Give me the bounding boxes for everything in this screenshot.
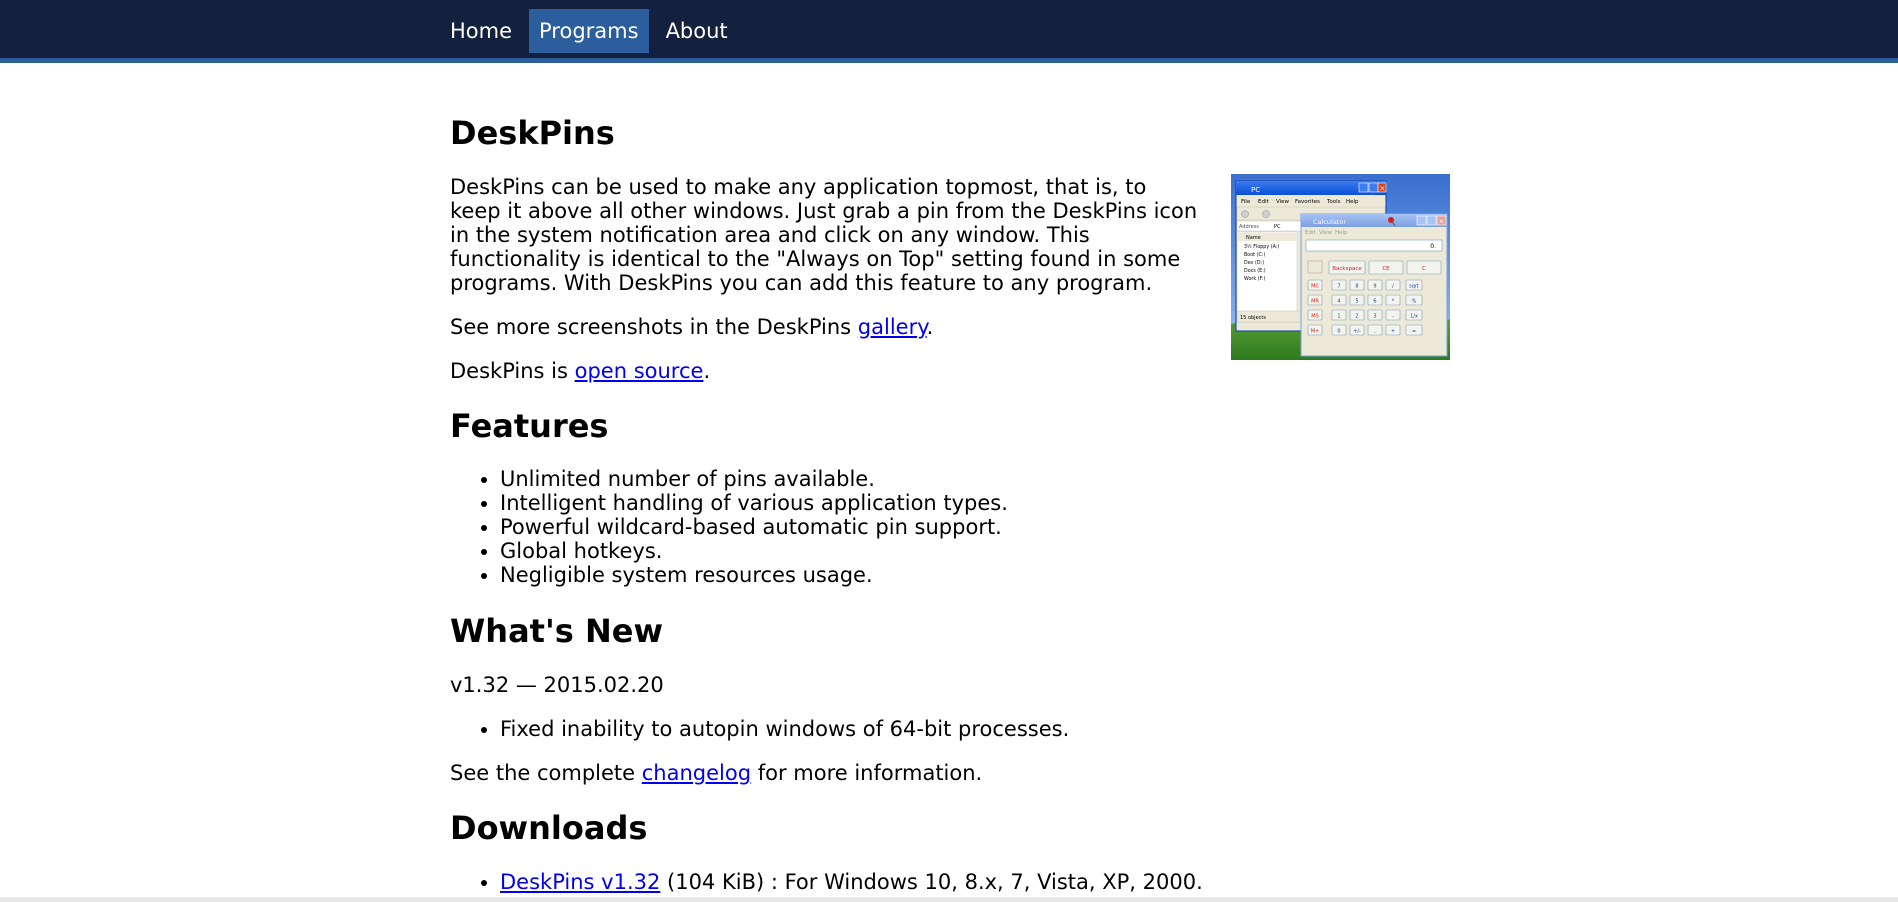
calc-key-label: - — [1392, 313, 1394, 320]
calc-key-label: + — [1390, 328, 1396, 335]
download-detail: (104 KiB) : For Windows 10, 8.x, 7, Vista, XP, 2000. — [660, 870, 1203, 894]
changelog-link[interactable]: changelog — [641, 761, 752, 785]
svg-text:Boot (C:): Boot (C:) — [1244, 253, 1266, 258]
download-link[interactable]: DeskPins v1.32 — [500, 870, 661, 894]
calc-key-label: 2 — [1355, 313, 1359, 320]
gallery-prefix: See more screenshots in the DeskPins — [450, 315, 858, 339]
features-list — [500, 467, 1008, 587]
whats-new-heading: What's New — [450, 612, 663, 650]
svg-text:Address: Address — [1239, 224, 1259, 230]
opensource-prefix: DeskPins is — [450, 359, 575, 383]
svg-text:Name: Name — [1246, 235, 1261, 241]
list-item: • Powerful wildcard-based automatic pin support. — [500, 515, 1008, 539]
top-navigation-bar — [0, 0, 1898, 63]
gallery-link[interactable]: gallery — [857, 315, 927, 339]
calc-key-label: 5 — [1355, 298, 1359, 305]
calc-key-label: 9 — [1373, 283, 1377, 290]
list-item: • Fixed inability to autopin windows of 64-bit processes. — [500, 717, 1069, 741]
svg-text:×: × — [1379, 184, 1386, 193]
changelog-suffix: for more information. — [751, 761, 983, 785]
calc-key-label: MC — [1311, 283, 1319, 290]
calc-key-label: % — [1411, 298, 1417, 305]
nav-home-link[interactable]: Home — [450, 19, 513, 43]
calc-key-label: 8 — [1355, 283, 1359, 290]
svg-text:Edit: Edit — [1305, 230, 1316, 236]
calc-key-label: 3 — [1373, 313, 1377, 320]
calc-key-label: 0 — [1337, 328, 1341, 335]
svg-text:Work (F:): Work (F:) — [1244, 277, 1266, 282]
calc-key-label: = — [1411, 328, 1417, 335]
svg-text:File: File — [1241, 199, 1251, 205]
svg-text:CE: CE — [1382, 266, 1390, 272]
calc-key-label: +/- — [1353, 328, 1361, 335]
list-item: • Intelligent handling of various application types. — [500, 491, 1008, 515]
svg-text:Help: Help — [1335, 230, 1348, 236]
svg-text:Docs (E:): Docs (E:) — [1244, 269, 1266, 274]
svg-text:View: View — [1319, 230, 1333, 236]
opensource-suffix: . — [703, 359, 711, 383]
horizontal-scrollbar[interactable] — [0, 897, 1898, 902]
svg-text:PC: PC — [1274, 224, 1281, 230]
calc-key-label: 4 — [1337, 298, 1341, 305]
list-item: • Global hotkeys. — [500, 539, 1008, 563]
version-line: v1.32 — 2015.02.20 — [450, 673, 664, 697]
svg-text:Tools: Tools — [1327, 199, 1341, 205]
screenshot-image — [1231, 174, 1450, 360]
svg-text:C: C — [1422, 266, 1426, 272]
opensource-link[interactable]: open source — [574, 359, 704, 383]
list-item — [500, 870, 1203, 894]
changes-list — [500, 717, 1069, 741]
svg-text:×: × — [1438, 217, 1445, 226]
svg-text:Dev (D:): Dev (D:) — [1244, 261, 1265, 266]
calculator-window — [1301, 214, 1447, 356]
calc-key-label: M+ — [1310, 328, 1320, 335]
calc-key-label: 6 — [1373, 298, 1377, 305]
gallery-paragraph — [450, 315, 933, 339]
features-heading: Features — [450, 407, 609, 445]
nav-about-link[interactable]: About — [665, 19, 728, 43]
nav-programs-link[interactable]: Programs — [529, 9, 649, 53]
svg-text:0.: 0. — [1430, 243, 1436, 250]
calc-key-label: 1/x — [1410, 313, 1418, 320]
calc-key-label: MR — [1311, 298, 1319, 305]
main-nav — [440, 9, 738, 53]
calc-key-label: / — [1392, 283, 1394, 290]
calc-key-label: MS — [1311, 313, 1319, 320]
opensource-paragraph — [450, 359, 710, 383]
calc-key-label: . — [1374, 328, 1376, 335]
downloads-heading: Downloads — [450, 809, 648, 847]
page-title: DeskPins — [450, 114, 615, 152]
svg-text:Backspace: Backspace — [1332, 266, 1362, 272]
svg-text:PC: PC — [1251, 186, 1261, 194]
changelog-paragraph — [450, 761, 982, 785]
svg-text:Favorites: Favorites — [1295, 199, 1320, 205]
calc-key-label: 1 — [1337, 313, 1341, 320]
downloads-list — [500, 870, 1203, 894]
intro-paragraph: DeskPins can be used to make any application topmost, that is, to keep it above all other windows. Just grab a pin from the DeskPins icon in the system notification area and click on any window. This functionality is identical to the "Always on Top" setting found in some programs. With DeskPins you can add this feature to any program. — [450, 175, 1198, 295]
svg-text:Help: Help — [1346, 199, 1359, 205]
list-item: • Negligible system resources usage. — [500, 563, 1008, 587]
svg-text:Edit: Edit — [1258, 199, 1269, 205]
calc-key-label: sqrt — [1409, 283, 1419, 290]
gallery-suffix: . — [926, 315, 934, 339]
deskpins-screenshot[interactable] — [1231, 174, 1450, 360]
list-item: • Unlimited number of pins available. — [500, 467, 1008, 491]
svg-text:View: View — [1276, 199, 1290, 205]
svg-text:Calculator: Calculator — [1313, 218, 1347, 226]
svg-text:3½ Floppy (A:): 3½ Floppy (A:) — [1244, 245, 1280, 250]
changelog-prefix: See the complete — [450, 761, 642, 785]
calc-key-label: 7 — [1337, 283, 1341, 290]
svg-text:15 objects: 15 objects — [1240, 315, 1266, 321]
calc-key-label: * — [1391, 298, 1395, 305]
